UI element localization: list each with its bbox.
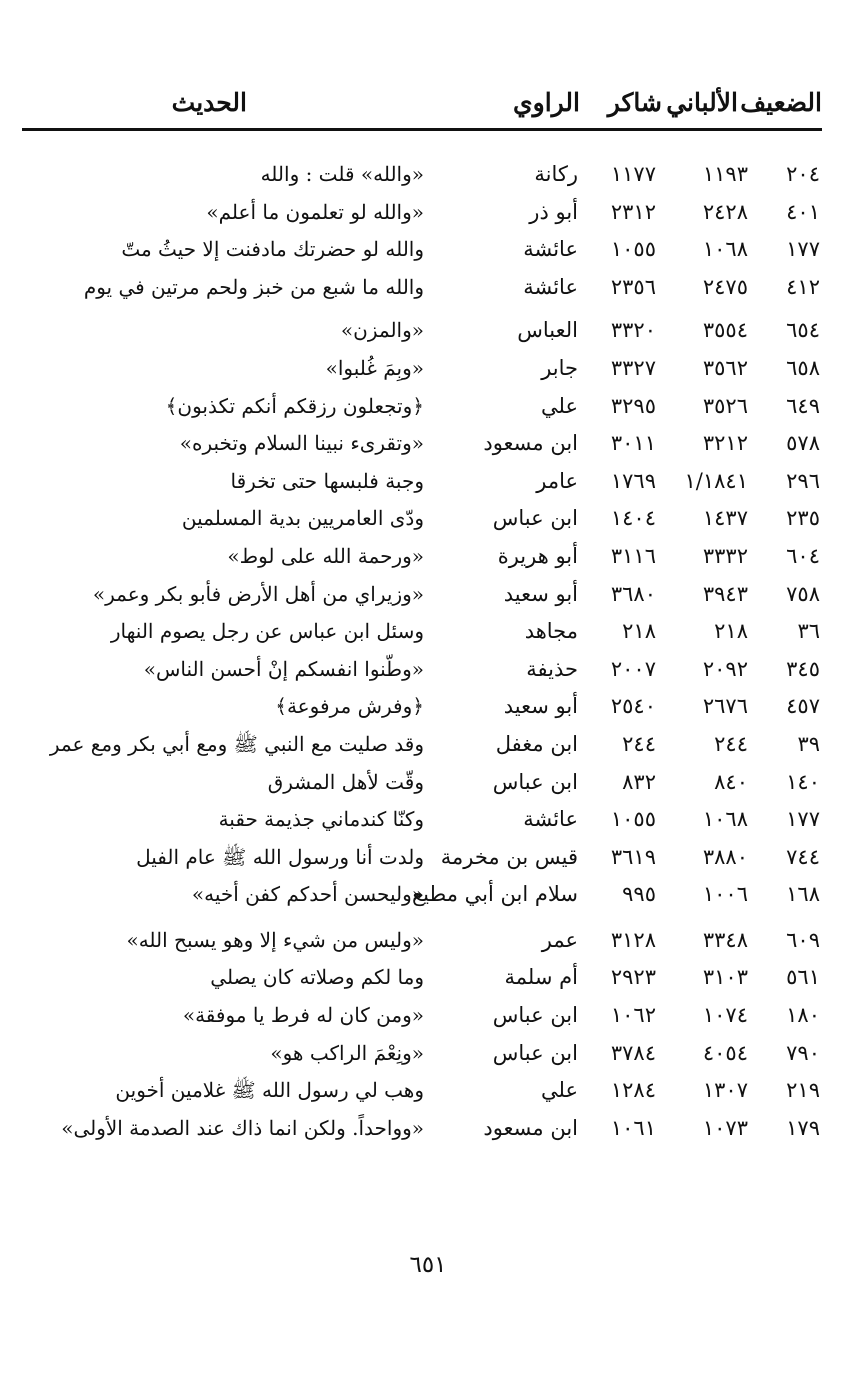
table-row [0,615,856,653]
table-row [0,1037,856,1075]
cell-rawi: عائشة [523,807,578,832]
cell-hadith: ولدت أنا ورسول الله ﷺ عام الفيل [136,844,424,869]
cell-rawi: ابن مغفل [495,731,578,756]
cell-daif: ٦٤٩ [786,393,820,418]
cell-albani: ٤٠٥٤ [702,1040,748,1065]
cell-albani: ١٠٦٨ [702,237,748,262]
cell-albani: ٣٢١٢ [702,431,748,456]
table-row [0,766,856,804]
cell-rawi: سلام ابن أبي مطيع [412,882,578,907]
cell-hadith: «وليحسن أحدكم كفن أخيه» [191,882,424,907]
table-row [0,314,856,352]
header-rule [22,128,822,131]
cell-shakir: ٣٠١١ [610,431,656,456]
header-albani: الألباني [666,88,738,117]
cell-shakir: ٣٢٩٥ [610,393,656,418]
cell-hadith: والله لو حضرتك مادفنت إلا حيثُ متّ [121,237,424,262]
cell-shakir: ١١٧٧ [610,162,656,186]
cell-albani: ٣٩٤٣ [702,581,748,606]
cell-hadith: ﴿وفرش مرفوعة﴾ [275,694,424,719]
cell-daif: ٥٦١ [786,965,820,990]
table-row [0,803,856,841]
cell-rawi: أبو سعيد [503,694,578,719]
cell-rawi: ابن مسعود [483,1115,578,1140]
cell-daif: ٢١٩ [786,1078,820,1103]
cell-daif: ٤٥٧ [786,694,820,719]
table-row [0,999,856,1037]
cell-hadith: «وزيراي من أهل الأرض فأبو بكر وعمر» [92,581,424,606]
cell-hadith: «والمزن» [340,318,424,343]
cell-rawi: مجاهد [524,619,578,644]
cell-albani: ٢٦٧٦ [702,694,748,719]
page-number: ٦٥١ [409,1252,447,1278]
table-row [0,728,856,766]
cell-shakir: ١٠٥٥ [610,807,656,832]
cell-albani: ٢٤٧٥ [702,274,748,299]
cell-hadith: ودّى العامريين بدية المسلمين [181,506,424,531]
cell-hadith: «ومن كان له فرط يا موفقة» [182,1003,424,1028]
table-row [0,427,856,465]
cell-daif: ٢٩٦ [786,468,820,493]
cell-rawi: أبو سعيد [503,581,578,606]
cell-shakir: ١٠٦١ [610,1115,656,1140]
cell-daif: ٧٩٠ [786,1040,820,1065]
table-row [0,540,856,578]
table-row [0,352,856,390]
cell-rawi: علي [541,1078,578,1103]
table-body [0,158,856,1149]
table-row [0,502,856,540]
cell-hadith: وكنّا كندماني جذيمة حقبة [218,807,424,832]
table-row [0,841,856,879]
table-row [0,690,856,728]
table-row [0,653,856,691]
cell-albani: ١٠٧٤ [702,1003,748,1028]
cell-hadith: «ورحمة الله على لوط» [227,543,424,568]
cell-rawi: عائشة [523,274,578,299]
cell-shakir: ٢٠٠٧ [610,656,656,681]
cell-rawi: أبو ذر [529,199,578,224]
cell-rawi: علي [541,393,578,418]
cell-daif: ٧٤٤ [786,844,820,869]
cell-shakir: ٣٦١٩ [610,844,656,869]
cell-shakir: ٣١٢٨ [610,927,656,952]
cell-rawi: ابن عباس [492,506,578,531]
table-row [0,1112,856,1150]
cell-shakir: ١٧٦٩ [610,468,656,493]
cell-hadith: وقد صليت مع النبي ﷺ ومع أبي بكر ومع عمر [49,731,424,756]
cell-daif: ٣٦ [797,619,820,644]
cell-daif: ٤١٢ [786,274,820,299]
cell-daif: ٢٣٥ [786,506,820,531]
cell-hadith: «وواحداً. ولكن انما ذاك عند الصدمة الأولى» [61,1115,424,1140]
cell-albani: ٢١٨ [714,619,748,644]
cell-hadith: «ونِعْمَ الراكب هو» [270,1040,424,1065]
cell-albani: ٢٤٤ [714,731,748,756]
cell-hadith: «والله» قلت : والله [260,162,424,186]
cell-rawi: أبو هريرة [497,543,578,568]
cell-albani: ١١٩٣ [702,162,748,186]
cell-hadith: ﴿وتجعلون رزقكم أنكم تكذبون﴾ [165,393,424,418]
cell-hadith: وسئل ابن عباس عن رجل يصوم النهار [110,619,424,644]
table-row [0,961,856,999]
cell-shakir: ٢٣١٢ [610,199,656,224]
cell-rawi: العباس [517,318,578,343]
table-row [0,878,856,916]
cell-hadith: وهب لي رسول الله ﷺ غلامين أخوين [115,1078,424,1103]
cell-shakir: ٢٥٤٠ [610,694,656,719]
cell-rawi: عمر [541,927,578,952]
cell-hadith: والله ما شبع من خبز ولحم مرتين في يوم [83,274,424,299]
cell-hadith: وقّت لأهل المشرق [267,769,424,794]
cell-shakir: ٢١٨ [622,619,656,644]
header-shakir: شاكر [607,88,662,117]
cell-daif: ١٧٧ [786,807,820,832]
cell-hadith: «وتقرىء نبينا السلام وتخبره» [179,431,424,456]
cell-albani: ٣٣٣٢ [702,543,748,568]
cell-albani: ٣٥٦٢ [702,355,748,380]
table-row [0,158,856,196]
cell-hadith: «والله لو تعلمون ما أعلم» [206,199,424,224]
cell-hadith: وما لكم وصلاته كان يصلي [210,965,424,990]
cell-shakir: ٣٦٨٠ [610,581,656,606]
cell-daif: ١٨٠ [786,1003,820,1028]
cell-shakir: ٣٣٢٧ [610,355,656,380]
cell-rawi: ابن عباس [492,769,578,794]
cell-hadith: «وبِمَ غُلبوا» [325,355,424,380]
cell-albani: ١٣٠٧ [702,1078,748,1103]
cell-rawi: ابن عباس [492,1040,578,1065]
cell-shakir: ٣٧٨٤ [610,1040,656,1065]
table-row [0,578,856,616]
cell-rawi: ركانة [534,162,578,186]
header-daif: الضعيف [740,88,822,117]
table-row [0,1074,856,1112]
cell-daif: ١٦٨ [786,882,820,907]
cell-albani: ٢٠٩٢ [702,656,748,681]
cell-daif: ٦٠٤ [786,543,820,568]
cell-albani: ١٠٧٣ [702,1115,748,1140]
cell-shakir: ٨٣٢ [622,769,656,794]
cell-shakir: ١٠٥٥ [610,237,656,262]
cell-shakir: ٩٩٥ [622,882,656,907]
cell-shakir: ٢٣٥٦ [610,274,656,299]
cell-rawi: أم سلمة [504,965,578,990]
cell-albani: ٣٥٢٦ [702,393,748,418]
cell-albani: ٣٥٥٤ [702,318,748,343]
cell-shakir: ١٢٨٤ [610,1078,656,1103]
table-row [0,465,856,503]
cell-hadith: «وطّنوا انفسكم إنْ أحسن الناس» [143,656,424,681]
cell-rawi: جابر [541,355,578,380]
cell-daif: ٥٧٨ [786,431,820,456]
cell-shakir: ٣١١٦ [610,543,656,568]
cell-albani: ١/١٨٤١ [684,468,748,493]
cell-daif: ٦٥٤ [786,318,820,343]
cell-albani: ٣٣٤٨ [702,927,748,952]
cell-hadith: وجبة فلبسها حتى تخرقا [230,468,424,493]
cell-daif: ١٤٠ [786,769,820,794]
table-row [0,233,856,271]
table-row [0,196,856,234]
cell-rawi: ابن عباس [492,1003,578,1028]
cell-rawi: ابن مسعود [483,431,578,456]
cell-albani: ٣٨٨٠ [702,844,748,869]
cell-shakir: ١٠٦٢ [610,1003,656,1028]
cell-daif: ٣٩ [797,731,820,756]
table-row [0,924,856,962]
cell-daif: ٧٥٨ [786,581,820,606]
cell-daif: ٤٠١ [786,199,820,224]
cell-shakir: ٣٣٢٠ [610,318,656,343]
cell-daif: ٦٥٨ [786,355,820,380]
cell-albani: ١٤٣٧ [702,506,748,531]
table-row [0,390,856,428]
cell-daif: ١٧٧ [786,237,820,262]
table-row [0,271,856,309]
cell-daif: ٦٠٩ [786,927,820,952]
header-rawi: الراوي [513,88,580,117]
cell-daif: ٢٠٤ [786,162,820,186]
cell-albani: ١٠٦٨ [702,807,748,832]
cell-albani: ٨٤٠ [714,769,748,794]
header-hadith: الحديث [171,88,247,117]
cell-shakir: ٢٩٢٣ [610,965,656,990]
cell-daif: ٣٤٥ [786,656,820,681]
cell-albani: ١٠٠٦ [702,882,748,907]
cell-hadith: «وليس من شيء إلا وهو يسبح الله» [126,927,424,952]
cell-daif: ١٧٩ [786,1115,820,1140]
cell-rawi: حذيفة [526,656,578,681]
cell-rawi: قيس بن مخرمة [440,844,578,869]
table-header [22,88,822,124]
cell-albani: ٢٤٢٨ [702,199,748,224]
cell-shakir: ٢٤٤ [622,731,656,756]
cell-shakir: ١٤٠٤ [610,506,656,531]
cell-albani: ٣١٠٣ [702,965,748,990]
cell-rawi: عامر [536,468,578,493]
cell-rawi: عائشة [523,237,578,262]
